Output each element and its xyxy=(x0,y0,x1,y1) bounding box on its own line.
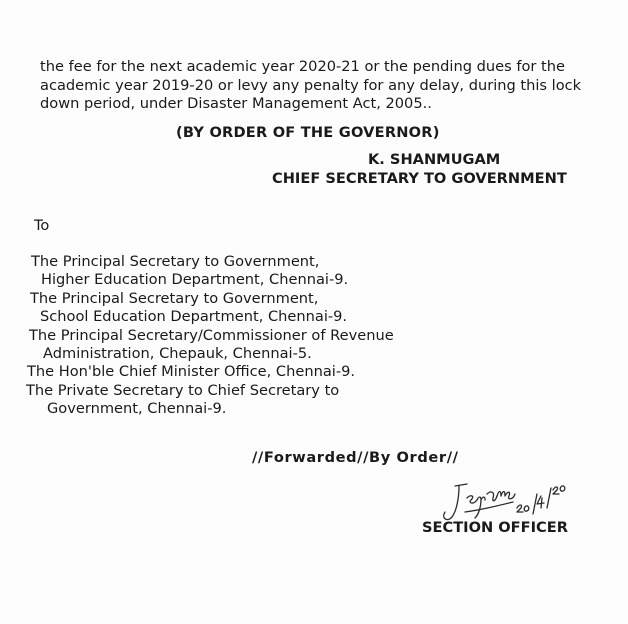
signatory-designation: CHIEF SECRETARY TO GOVERNMENT xyxy=(272,169,567,187)
recipient-line: Administration, Chepauk, Chennai-5. xyxy=(43,345,312,363)
recipient-line: The Principal Secretary to Government, xyxy=(30,289,319,307)
recipient-line: School Education Department, Chennai-9. xyxy=(40,308,348,326)
recipient-line: The Principal Secretary to Government, xyxy=(31,253,320,270)
recipient-line: Government, Chennai-9. xyxy=(47,400,227,418)
paragraph-line: academic year 2019-20 or levy any penalty for any delay, during this lock xyxy=(40,76,582,94)
paragraph-line: the fee for the next academic year 2020-21 or the pending dues for the xyxy=(40,58,565,75)
distribution-list xyxy=(0,253,394,419)
recipient-line: The Hon'ble Chief Minister Office, Chennai-9. xyxy=(27,363,356,381)
section-officer-title: SECTION OFFICER xyxy=(422,519,568,536)
order-line: (BY ORDER OF THE GOVERNOR) xyxy=(176,124,440,141)
recipient-line: The Private Secretary to Chief Secretary to xyxy=(26,381,340,399)
paragraph-line: down period, under Disaster Management Act, 2005.. xyxy=(40,95,432,112)
signatory-name: K. SHANMUGAM xyxy=(368,151,501,168)
recipient-line: Higher Education Department, Chennai-9. xyxy=(41,271,349,289)
recipient-line: The Principal Secretary/Commissioner of Revenue xyxy=(29,326,394,344)
forwarded-line: //Forwarded//By Order// xyxy=(252,449,459,466)
body-paragraph xyxy=(40,58,600,114)
signatory-block xyxy=(272,151,567,188)
to-label: To xyxy=(34,217,50,234)
